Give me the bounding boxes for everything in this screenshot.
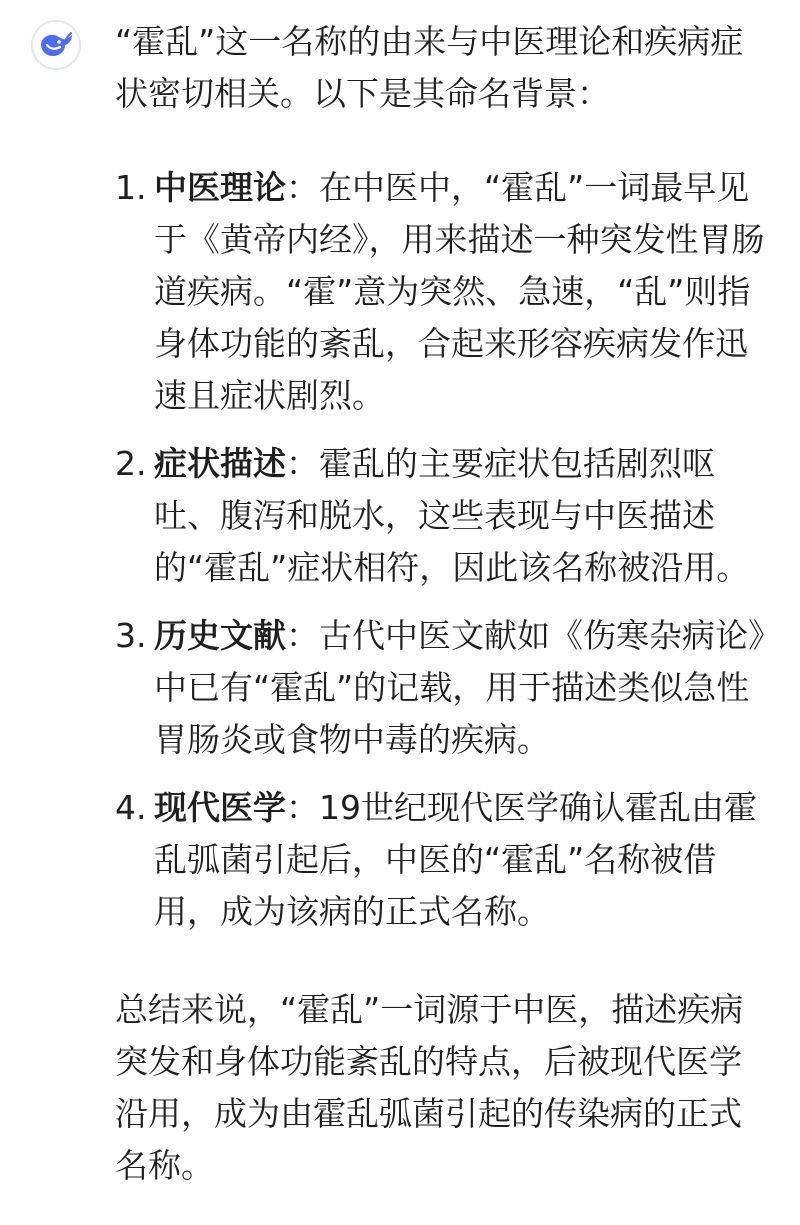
list-item-title: 历史文献 xyxy=(154,616,286,655)
summary-paragraph: 总结来说，“霍乱”一词源于中医，描述疾病突发和身体功能紊乱的特点，后被现代医学沿用，成为由霍乱弧菌引起的传染病的正式名称。 xyxy=(115,990,744,1185)
list-number: 1. xyxy=(115,168,147,207)
list-item xyxy=(115,438,765,594)
list-item-body: 在中医中，“霍乱”一词最早见于《黄帝内经》，用来描述一种突发性胃肠道疾病。“霍”意为突然、急速，“乱”则指身体功能的紊乱，合起来形容疾病发作迅速且症状剧烈。 xyxy=(154,168,765,415)
reason-list xyxy=(115,162,765,938)
list-item xyxy=(115,782,765,938)
list-item-title: 中医理论 xyxy=(154,168,286,207)
list-item-body: 霍乱的主要症状包括剧烈呕吐、腹泻和脱水，这些表现与中医描述的“霍乱”症状相符，因此该名称被沿用。 xyxy=(154,444,750,587)
list-item xyxy=(115,610,765,766)
list-item-separator: ： xyxy=(286,444,319,483)
deepseek-whale-icon xyxy=(39,31,73,59)
list-item-title: 现代医学 xyxy=(154,788,286,827)
list-number: 4. xyxy=(115,788,147,827)
list-item-body: 19世纪现代医学确认霍乱由霍乱弧菌引起后，中医的“霍乱”名称被借用，成为该病的正式名称。 xyxy=(154,788,757,931)
intro-paragraph: “霍乱”这一名称的由来与中医理论和疾病症状密切相关。以下是其命名背景： xyxy=(115,22,744,113)
list-number: 3. xyxy=(115,616,147,655)
assistant-avatar xyxy=(31,20,81,70)
list-number: 2. xyxy=(115,444,147,483)
list-item-separator: ： xyxy=(286,616,319,655)
assistant-message xyxy=(115,16,765,1192)
list-item-separator: ： xyxy=(286,168,319,207)
list-item-body: 古代中医文献如《伤寒杂病论》中已有“霍乱”的记载，用于描述类似急性胃肠炎或食物中毒的疾病。 xyxy=(154,616,765,759)
list-item-separator: ： xyxy=(286,788,319,827)
list-item xyxy=(115,162,765,422)
list-item-title: 症状描述 xyxy=(154,444,286,483)
